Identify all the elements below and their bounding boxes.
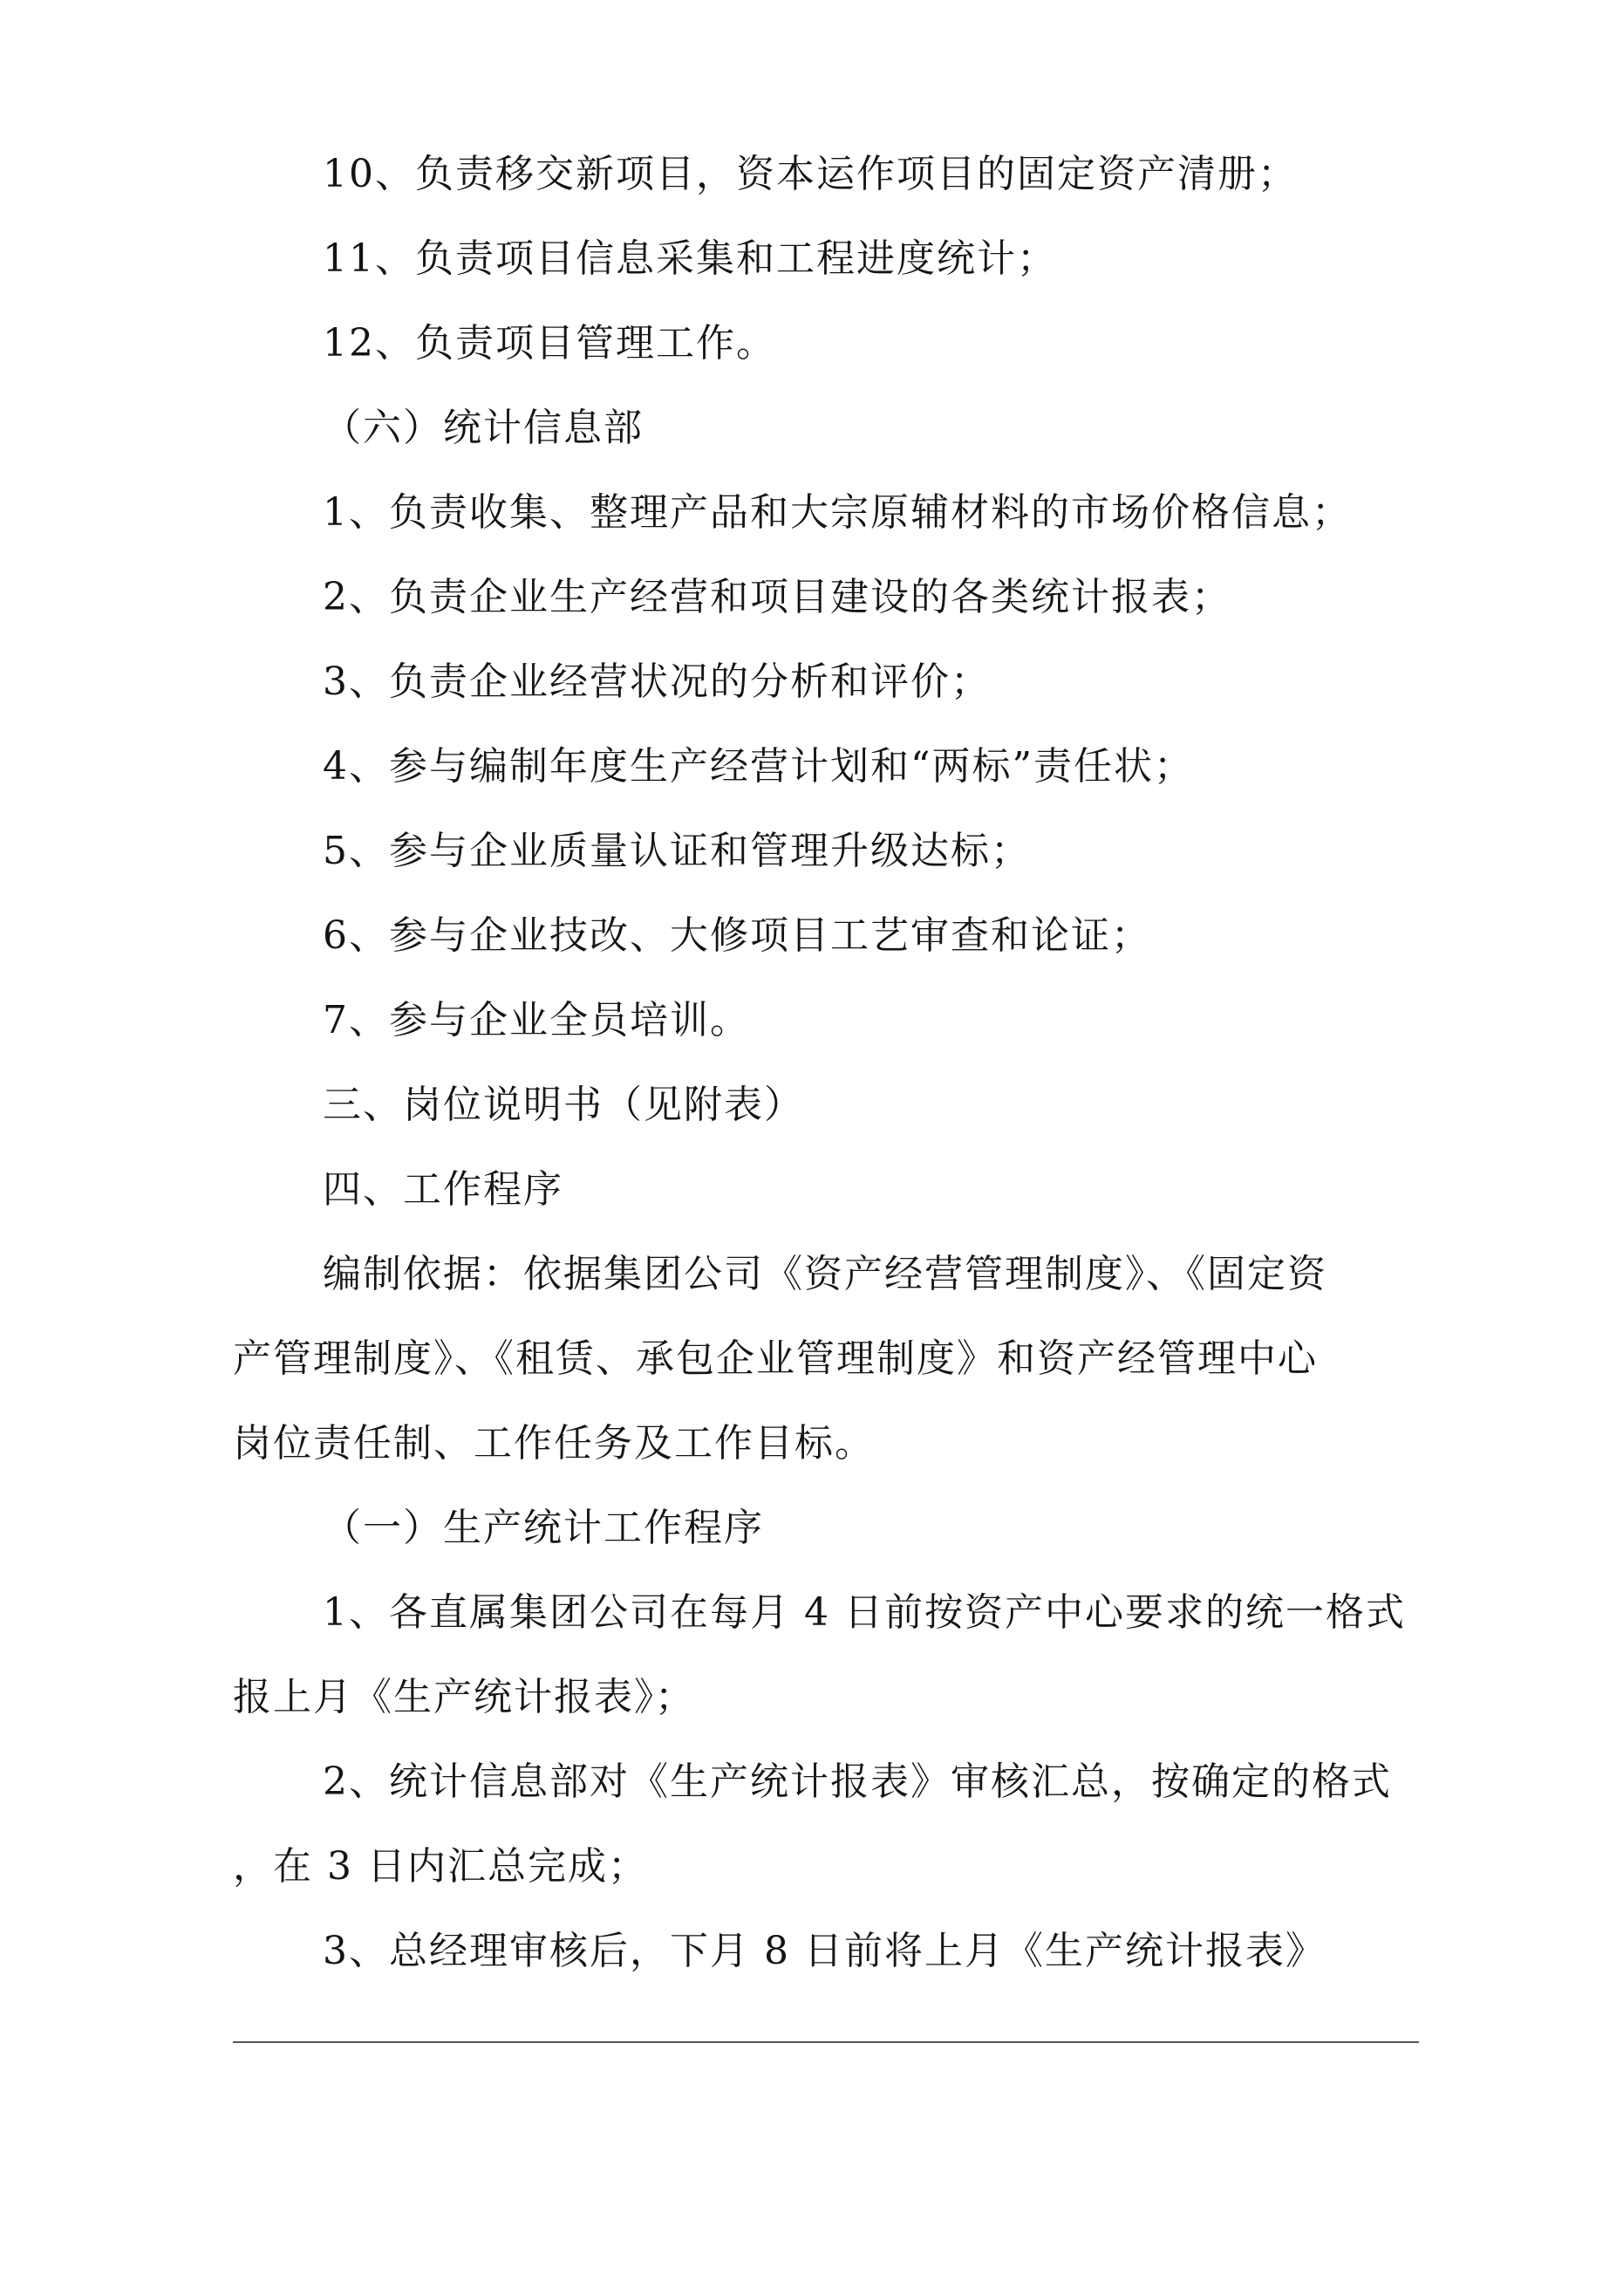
text-line-7: 3、负责企业经营状况的分析和评价； — [323, 659, 991, 704]
footer-divider — [233, 2041, 1419, 2043]
text-line-4: （六）统计信息部 — [323, 406, 644, 450]
text-line-10: 6、参与企业技改、大修项目工艺审查和论证； — [323, 913, 1151, 958]
text-line-9: 5、参与企业质量认证和管理升级达标； — [323, 829, 1031, 873]
text-line-17: （一）生产统计工作程序 — [323, 1506, 764, 1550]
text-line-2: 11、负责项目信息采集和工程进度统计； — [323, 236, 1057, 281]
text-line-15: 产管理制度》、《租赁、承包企业管理制度》和资产经管理中心 — [233, 1336, 1318, 1381]
text-line-22: 3、总经理审核后，下月 8 日前将上月《生产统计报表》 — [323, 1929, 1326, 1973]
text-line-11: 7、参与企业全员培训。 — [323, 998, 750, 1042]
text-line-16: 岗位责任制、工作任务及工作目标。 — [233, 1421, 875, 1466]
text-line-19: 报上月《生产统计报表》； — [233, 1675, 695, 1719]
text-line-12: 三、岗位说明书（见附表） — [323, 1083, 804, 1127]
text-line-3: 12、负责项目管理工作。 — [323, 321, 776, 366]
text-line-13: 四、工作程序 — [323, 1167, 563, 1212]
text-line-1: 10、负责移交新项目，资本运作项目的固定资产清册； — [323, 152, 1298, 196]
text-line-8: 4、参与编制年度生产经营计划和“两标”责任状； — [323, 744, 1194, 789]
text-line-18: 1、各直属集团公司在每月 4 日前按资产中心要求的统一格式 — [323, 1590, 1406, 1635]
text-line-21: ，在 3 日内汇总完成； — [233, 1844, 648, 1889]
text-line-20: 2、统计信息部对《生产统计报表》审核汇总，按确定的格式 — [323, 1760, 1392, 1804]
text-line-5: 1、负责收集、整理产品和大宗原辅材料的市场价格信息； — [323, 490, 1352, 535]
text-line-6: 2、负责企业生产经营和项目建设的各类统计报表； — [323, 575, 1231, 619]
text-line-14: 编制依据：依据集团公司《资产经营管理制度》、《固定资 — [323, 1252, 1327, 1296]
